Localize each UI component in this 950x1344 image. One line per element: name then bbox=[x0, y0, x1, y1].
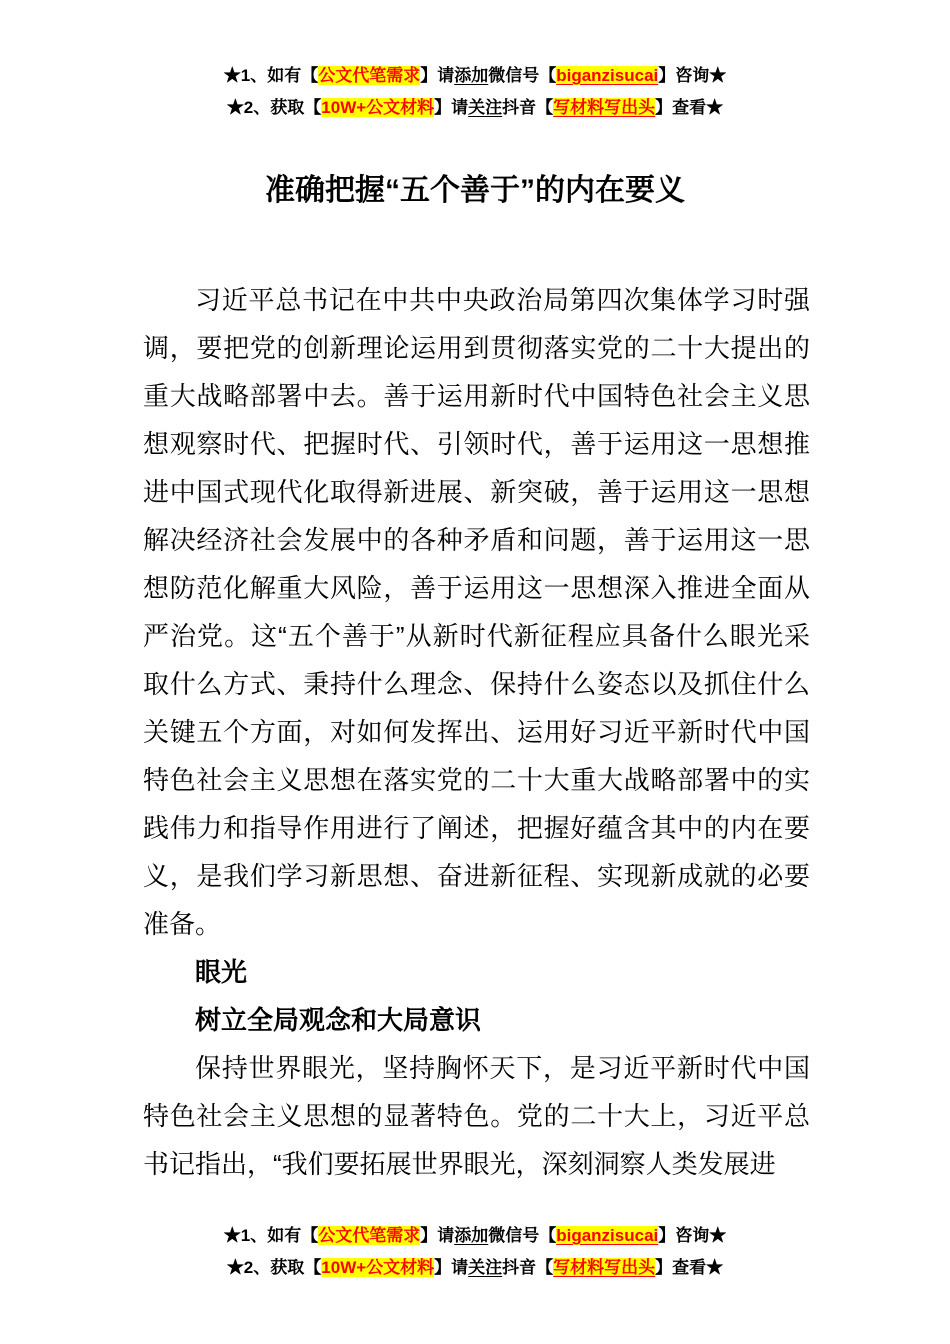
paragraph-intro: 习近平总书记在中共中央政治局第四次集体学习时强调，要把党的创新理论运用到贯彻落实党的二十大提出的重大战略部署中去。善于运用新时代中国特色社会主义思想观察时代、把握时代、引领时代，善于运用这一思想推进中国式现代化取得新进展、新突破，善于运用这一思想解决经济社会发展中的各种矛盾和问题，善于运用这一思想防范化解重大风险，善于运用这一思想深入推进全面从严治党。这“五个善于”从新时代新征程应具备什么眼光采取什么方式、秉持什么理念、保持什么姿态以及抓住什么关键五个方面，对如何发挥出、运用好习近平新时代中国特色社会主义思想在落实党的二十大重大战略部署中的实践伟力和指导作用进行了阐述，把握好蕴含其中的内在要义，是我们学习新思想、奋进新征程、实现新成就的必要准备。 bbox=[143, 285, 810, 939]
banner-highlight-service: 公文代笔需求 bbox=[318, 66, 421, 85]
banner-text: 抖音【 bbox=[502, 1258, 554, 1277]
banner-text: 】请 bbox=[420, 1226, 455, 1245]
banner-underline-add: 添加 bbox=[454, 66, 489, 85]
banner-text: ★1、如有【 bbox=[223, 66, 319, 85]
banner-text: 】请 bbox=[420, 66, 455, 85]
banner-text: 】请 bbox=[434, 1258, 469, 1277]
banner-text: 微信号【 bbox=[488, 1226, 557, 1245]
banner-text: ★2、获取【 bbox=[226, 1258, 322, 1277]
banner-text: 】查看★ bbox=[655, 1258, 724, 1277]
banner-text: 】咨询★ bbox=[658, 1226, 727, 1245]
banner-highlight-service: 公文代笔需求 bbox=[318, 1226, 421, 1245]
banner-underline-follow: 关注 bbox=[468, 1258, 503, 1277]
section-subheading-global-view: 树立全局观念和大局意识 bbox=[195, 1005, 482, 1035]
banner-text: 】查看★ bbox=[655, 98, 724, 117]
paragraph-vision: 保持世界眼光，坚持胸怀天下，是习近平新时代中国特色社会主义思想的显著特色。党的二十大上，习近平总书记指出，“我们要拓展世界眼光，深刻洞察人类发展进 bbox=[143, 1053, 810, 1179]
banner-text: 】咨询★ bbox=[658, 66, 727, 85]
promo-banner-line-1 bbox=[0, 60, 950, 92]
banner-highlight-materials: 10W+公文材料 bbox=[321, 1258, 435, 1277]
banner-highlight-materials: 10W+公文材料 bbox=[321, 98, 435, 117]
section-heading-vision: 眼光 bbox=[195, 957, 248, 987]
banner-text: 微信号【 bbox=[488, 66, 557, 85]
banner-underline-add: 添加 bbox=[454, 1226, 489, 1245]
promo-banner-line-1 bbox=[0, 1220, 950, 1252]
banner-text: 】请 bbox=[434, 98, 469, 117]
banner-text: ★2、获取【 bbox=[226, 98, 322, 117]
promo-banner-line-2 bbox=[0, 1252, 950, 1284]
wechat-id-highlight: biganzisucai bbox=[556, 66, 659, 85]
banner-text: ★1、如有【 bbox=[223, 1226, 319, 1245]
douyin-name-highlight: 写材料写出头 bbox=[553, 98, 656, 117]
document-body bbox=[143, 276, 810, 1188]
promo-banner-top bbox=[0, 0, 950, 124]
douyin-name-highlight: 写材料写出头 bbox=[553, 1258, 656, 1277]
wechat-id-highlight: biganzisucai bbox=[556, 1226, 659, 1245]
promo-banner-line-2 bbox=[0, 92, 950, 124]
document-title: 准确把握“五个善于”的内在要义 bbox=[265, 174, 685, 207]
banner-underline-follow: 关注 bbox=[468, 98, 503, 117]
banner-text: 抖音【 bbox=[502, 98, 554, 117]
promo-banner-bottom bbox=[0, 1220, 950, 1284]
